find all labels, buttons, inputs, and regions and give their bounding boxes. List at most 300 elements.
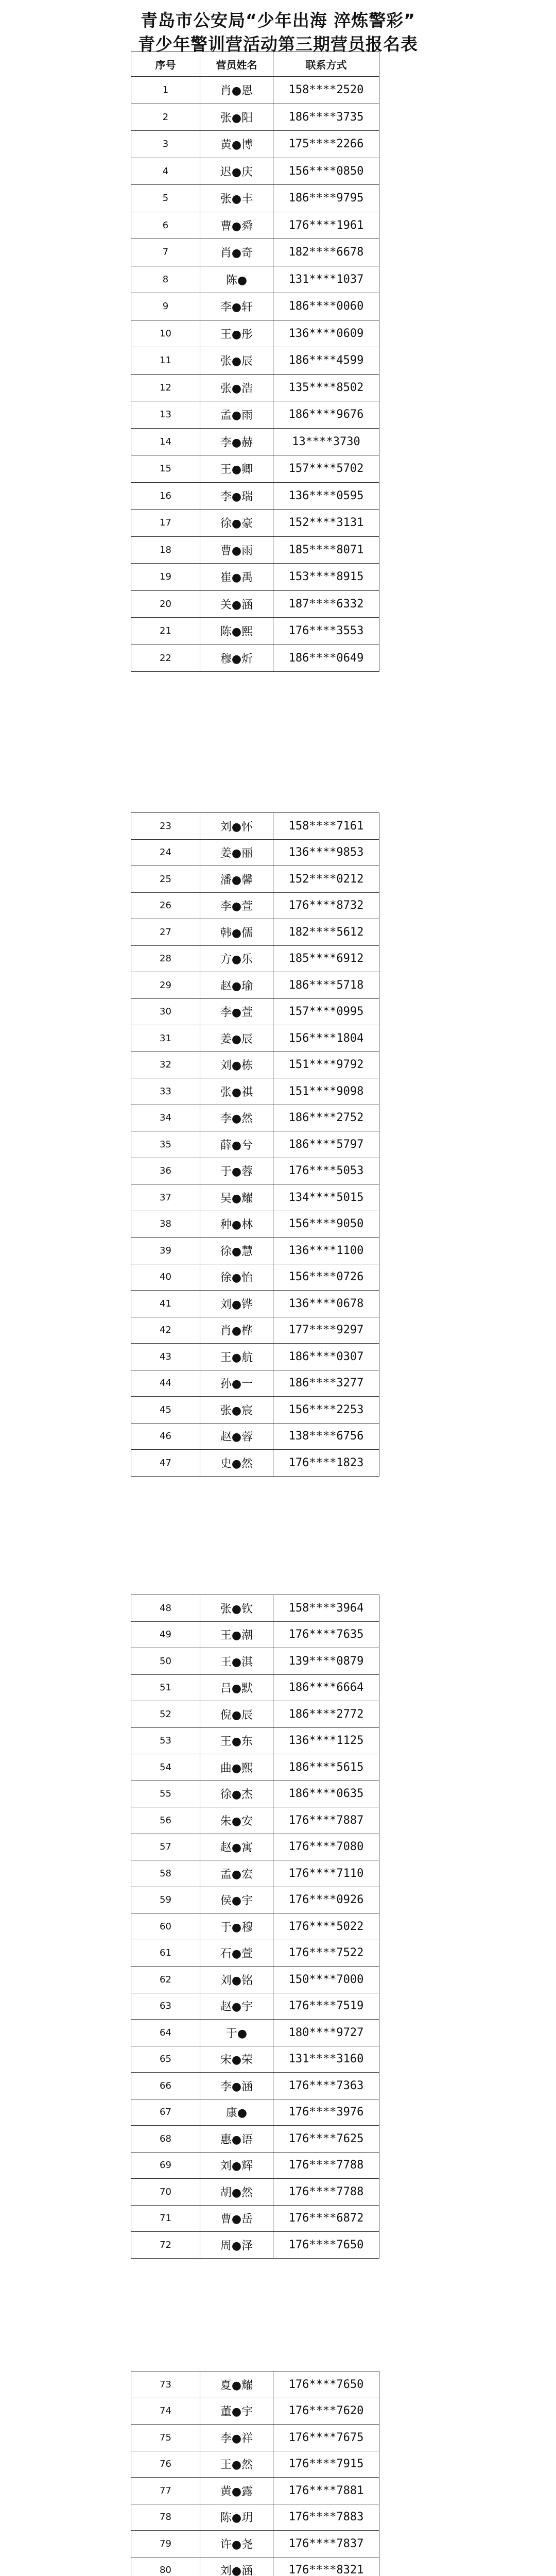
member-phone: 176****7110 <box>273 1860 379 1887</box>
member-phone: 186****9676 <box>273 401 379 429</box>
member-phone: 152****0212 <box>273 866 379 893</box>
member-phone: 175****2266 <box>273 131 379 158</box>
member-name: 曹●雨 <box>200 536 273 564</box>
member-name: 刘●辉 <box>200 2152 273 2179</box>
row-number: 73 <box>131 2371 200 2398</box>
member-phone: 136****1100 <box>273 1238 379 1264</box>
row-number: 11 <box>131 347 200 375</box>
table-row <box>131 239 379 266</box>
row-number: 71 <box>131 2205 200 2232</box>
row-number: 19 <box>131 564 200 591</box>
row-number: 68 <box>131 2126 200 2153</box>
member-phone: 185****6912 <box>273 945 379 972</box>
member-name: 张●丰 <box>200 185 273 212</box>
member-name: 陈●玥 <box>200 2504 273 2531</box>
member-phone: 176****8321 <box>273 2557 379 2576</box>
row-number: 67 <box>131 2099 200 2126</box>
member-phone: 136****1125 <box>273 1727 379 1754</box>
header-name: 营员姓名 <box>200 52 273 77</box>
table-row <box>131 510 379 537</box>
member-name: 刘●铧 <box>200 1291 273 1317</box>
member-phone: 187****6332 <box>273 590 379 618</box>
member-phone: 176****7881 <box>273 2478 379 2504</box>
table-row <box>131 1674 379 1701</box>
row-number: 24 <box>131 839 200 866</box>
member-phone: 176****7788 <box>273 2179 379 2206</box>
table-row <box>131 972 379 999</box>
table-row <box>131 839 379 866</box>
row-number: 75 <box>131 2425 200 2451</box>
member-phone: 186****6664 <box>273 1674 379 1701</box>
row-number: 7 <box>131 239 200 266</box>
row-number: 3 <box>131 131 200 158</box>
member-phone: 134****5015 <box>273 1184 379 1211</box>
member-phone: 176****1961 <box>273 212 379 239</box>
table-row <box>131 1701 379 1728</box>
member-name: 张●钦 <box>200 1595 273 1622</box>
member-phone: 177****9297 <box>273 1317 379 1344</box>
table-row <box>131 866 379 893</box>
member-name: 徐●慧 <box>200 1238 273 1264</box>
table-block-2 <box>131 812 379 1477</box>
row-number: 60 <box>131 1913 200 1940</box>
member-phone: 176****7522 <box>273 1940 379 1967</box>
row-number: 62 <box>131 1967 200 1993</box>
member-phone: 176****1823 <box>273 1450 379 1477</box>
member-name: 孙●一 <box>200 1370 273 1397</box>
table-row <box>131 998 379 1025</box>
member-phone: 151****9792 <box>273 1052 379 1078</box>
row-number: 51 <box>131 1674 200 1701</box>
table-row <box>131 564 379 591</box>
table-row <box>131 1807 379 1834</box>
row-number: 2 <box>131 104 200 131</box>
table-row <box>131 1781 379 1807</box>
member-phone: 176****7625 <box>273 2126 379 2153</box>
row-number: 8 <box>131 266 200 293</box>
member-name: 王●淇 <box>200 1648 273 1675</box>
table-row <box>131 2020 379 2046</box>
member-phone: 186****2772 <box>273 1701 379 1728</box>
table-row <box>131 1052 379 1078</box>
table-row <box>131 1344 379 1370</box>
row-number: 9 <box>131 293 200 320</box>
member-phone: 176****7363 <box>273 2073 379 2099</box>
member-name: 于●蓉 <box>200 1158 273 1184</box>
row-number: 16 <box>131 482 200 510</box>
member-name: 种●林 <box>200 1211 273 1238</box>
registration-table <box>131 2371 379 2576</box>
row-number: 52 <box>131 1701 200 1728</box>
table-row <box>131 1834 379 1860</box>
row-number: 80 <box>131 2557 200 2576</box>
member-name: 张●宸 <box>200 1397 273 1423</box>
table-row <box>131 919 379 946</box>
member-phone: 176****7650 <box>273 2371 379 2398</box>
member-name: 曹●岳 <box>200 2205 273 2232</box>
member-name: 王●航 <box>200 1344 273 1370</box>
row-number: 57 <box>131 1834 200 1860</box>
row-number: 41 <box>131 1291 200 1317</box>
member-phone: 185****8071 <box>273 536 379 564</box>
member-name: 徐●杰 <box>200 1781 273 1807</box>
row-number: 28 <box>131 945 200 972</box>
table-row <box>131 1913 379 1940</box>
member-name: 李●萱 <box>200 998 273 1025</box>
row-number: 30 <box>131 998 200 1025</box>
member-phone: 186****0649 <box>273 645 379 672</box>
header-number: 序号 <box>131 52 200 77</box>
table-row <box>131 1264 379 1291</box>
table-row <box>131 1105 379 1131</box>
table-row <box>131 1648 379 1675</box>
table-row <box>131 347 379 375</box>
member-phone: 176****7883 <box>273 2504 379 2531</box>
table-row <box>131 131 379 158</box>
table-row <box>131 945 379 972</box>
member-name: 石●萱 <box>200 1940 273 1967</box>
member-phone: 158****7161 <box>273 813 379 840</box>
member-name: 张●阳 <box>200 104 273 131</box>
row-number: 74 <box>131 2398 200 2425</box>
member-phone: 136****0678 <box>273 1291 379 1317</box>
member-name: 韩●儒 <box>200 919 273 946</box>
member-phone: 176****7650 <box>273 2232 379 2259</box>
member-name: 李●涵 <box>200 2073 273 2099</box>
row-number: 61 <box>131 1940 200 1967</box>
table-row <box>131 1317 379 1344</box>
row-number: 12 <box>131 374 200 401</box>
table-row <box>131 2046 379 2073</box>
member-phone: 176****3553 <box>273 618 379 645</box>
table-row <box>131 1860 379 1887</box>
member-name: 黄●博 <box>200 131 273 158</box>
member-name: 倪●辰 <box>200 1701 273 1728</box>
member-phone: 153****8915 <box>273 564 379 591</box>
member-phone: 176****7519 <box>273 1993 379 2020</box>
member-phone: 152****3131 <box>273 510 379 537</box>
member-name: 侯●宇 <box>200 1887 273 1913</box>
member-phone: 136****9853 <box>273 839 379 866</box>
row-number: 44 <box>131 1370 200 1397</box>
row-number: 46 <box>131 1423 200 1450</box>
member-name: 姜●辰 <box>200 1025 273 1052</box>
member-name: 康● <box>200 2099 273 2126</box>
table-row <box>131 104 379 131</box>
member-name: 陈● <box>200 266 273 293</box>
member-name: 张●辰 <box>200 347 273 375</box>
member-phone: 176****7620 <box>273 2398 379 2425</box>
member-name: 刘●栋 <box>200 1052 273 1078</box>
row-number: 63 <box>131 1993 200 2020</box>
member-name: 王●卿 <box>200 455 273 483</box>
member-phone: 176****7788 <box>273 2152 379 2179</box>
member-name: 方●乐 <box>200 945 273 972</box>
member-name: 肖●桦 <box>200 1317 273 1344</box>
member-phone: 157****5702 <box>273 455 379 483</box>
table-row <box>131 77 379 104</box>
member-name: 黄●露 <box>200 2478 273 2504</box>
member-name: 关●涵 <box>200 590 273 618</box>
table-row <box>131 428 379 455</box>
member-name: 王●彤 <box>200 320 273 347</box>
member-name: 周●泽 <box>200 2232 273 2259</box>
member-name: 李●然 <box>200 1105 273 1131</box>
row-number: 18 <box>131 536 200 564</box>
row-number: 26 <box>131 892 200 919</box>
row-number: 47 <box>131 1450 200 1477</box>
row-number: 69 <box>131 2152 200 2179</box>
table-row <box>131 2152 379 2179</box>
member-name: 王●潮 <box>200 1621 273 1648</box>
table-row <box>131 1621 379 1648</box>
member-phone: 139****0879 <box>273 1648 379 1675</box>
member-phone: 176****5022 <box>273 1913 379 1940</box>
member-phone: 186****5615 <box>273 1754 379 1781</box>
row-number: 27 <box>131 919 200 946</box>
table-row <box>131 536 379 564</box>
row-number: 35 <box>131 1131 200 1158</box>
member-phone: 186****9795 <box>273 185 379 212</box>
table-row <box>131 2478 379 2504</box>
row-number: 56 <box>131 1807 200 1834</box>
table-row <box>131 2073 379 2099</box>
member-phone: 186****5718 <box>273 972 379 999</box>
member-name: 刘●怀 <box>200 813 273 840</box>
row-number: 48 <box>131 1595 200 1622</box>
member-name: 崔●禹 <box>200 564 273 591</box>
table-row <box>131 2205 379 2232</box>
member-name: 肖●奇 <box>200 239 273 266</box>
member-name: 夏●耀 <box>200 2371 273 2398</box>
table-row <box>131 618 379 645</box>
member-phone: 131****3160 <box>273 2046 379 2073</box>
row-number: 37 <box>131 1184 200 1211</box>
member-name: 许●尧 <box>200 2531 273 2557</box>
member-phone: 186****3735 <box>273 104 379 131</box>
row-number: 50 <box>131 1648 200 1675</box>
member-phone: 186****2752 <box>273 1105 379 1131</box>
member-phone: 176****6872 <box>273 2205 379 2232</box>
row-number: 65 <box>131 2046 200 2073</box>
table-row <box>131 1595 379 1622</box>
row-number: 21 <box>131 618 200 645</box>
table-row <box>131 158 379 185</box>
row-number: 64 <box>131 2020 200 2046</box>
member-phone: 176****8732 <box>273 892 379 919</box>
member-name: 董●宇 <box>200 2398 273 2425</box>
member-name: 王●东 <box>200 1727 273 1754</box>
table-row <box>131 1423 379 1450</box>
row-number: 14 <box>131 428 200 455</box>
row-number: 4 <box>131 158 200 185</box>
member-phone: 176****0926 <box>273 1887 379 1913</box>
table-row <box>131 2531 379 2557</box>
member-phone: 186****5797 <box>273 1131 379 1158</box>
row-number: 39 <box>131 1238 200 1264</box>
row-number: 25 <box>131 866 200 893</box>
table-row <box>131 2126 379 2153</box>
table-row <box>131 1754 379 1781</box>
row-number: 77 <box>131 2478 200 2504</box>
member-phone: 158****2520 <box>273 77 379 104</box>
member-name: 孟●宏 <box>200 1860 273 1887</box>
table-row <box>131 1078 379 1105</box>
table-block-3 <box>131 1595 379 2259</box>
member-name: 穆●炘 <box>200 645 273 672</box>
member-name: 惠●语 <box>200 2126 273 2153</box>
member-name: 张●祺 <box>200 1078 273 1105</box>
member-name: 陈●熙 <box>200 618 273 645</box>
row-number: 40 <box>131 1264 200 1291</box>
row-number: 70 <box>131 2179 200 2206</box>
row-number: 55 <box>131 1781 200 1807</box>
member-name: 刘●涵 <box>200 2557 273 2576</box>
table-row <box>131 1211 379 1238</box>
table-row <box>131 1940 379 1967</box>
member-phone: 135****8502 <box>273 374 379 401</box>
row-number: 78 <box>131 2504 200 2531</box>
registration-table <box>131 1595 379 2259</box>
registration-table <box>131 812 379 1477</box>
table-row <box>131 1967 379 1993</box>
member-name: 潘●馨 <box>200 866 273 893</box>
member-name: 刘●铭 <box>200 1967 273 1993</box>
member-name: 张●浩 <box>200 374 273 401</box>
row-number: 32 <box>131 1052 200 1078</box>
member-name: 于●穆 <box>200 1913 273 1940</box>
member-phone: 182****6678 <box>273 239 379 266</box>
row-number: 15 <box>131 455 200 483</box>
row-number: 29 <box>131 972 200 999</box>
table-row <box>131 455 379 483</box>
row-number: 53 <box>131 1727 200 1754</box>
table-row <box>131 1238 379 1264</box>
table-row <box>131 813 379 840</box>
row-number: 58 <box>131 1860 200 1887</box>
table-row <box>131 482 379 510</box>
row-number: 72 <box>131 2232 200 2259</box>
member-name: 孟●雨 <box>200 401 273 429</box>
member-name: 吴●耀 <box>200 1184 273 1211</box>
row-number: 22 <box>131 645 200 672</box>
member-phone: 176****7837 <box>273 2531 379 2557</box>
member-name: 曲●熙 <box>200 1754 273 1781</box>
table-row <box>131 1993 379 2020</box>
table-row <box>131 2179 379 2206</box>
row-number: 43 <box>131 1344 200 1370</box>
member-name: 胡●然 <box>200 2179 273 2206</box>
member-name: 徐●怡 <box>200 1264 273 1291</box>
member-name: 赵●蓉 <box>200 1423 273 1450</box>
table-row <box>131 2504 379 2531</box>
table-row <box>131 320 379 347</box>
table-row <box>131 1291 379 1317</box>
table-row <box>131 645 379 672</box>
table-row <box>131 1025 379 1052</box>
member-name: 李●赫 <box>200 428 273 455</box>
table-row <box>131 1370 379 1397</box>
member-name: 薛●兮 <box>200 1131 273 1158</box>
row-number: 6 <box>131 212 200 239</box>
member-phone: 186****0060 <box>273 293 379 320</box>
row-number: 23 <box>131 813 200 840</box>
document-subtitle: 青少年警训营活动第三期营员报名表 <box>138 34 418 54</box>
row-number: 76 <box>131 2451 200 2478</box>
member-phone: 156****0850 <box>273 158 379 185</box>
table-row <box>131 590 379 618</box>
member-name: 宋●荣 <box>200 2046 273 2073</box>
table-row <box>131 185 379 212</box>
member-phone: 186****0635 <box>273 1781 379 1807</box>
member-name: 于● <box>200 2020 273 2046</box>
table-row <box>131 2557 379 2576</box>
table-row <box>131 1887 379 1913</box>
member-phone: 186****4599 <box>273 347 379 375</box>
table-row <box>131 2451 379 2478</box>
row-number: 17 <box>131 510 200 537</box>
row-number: 36 <box>131 1158 200 1184</box>
row-number: 49 <box>131 1621 200 1648</box>
member-name: 赵●宇 <box>200 1993 273 2020</box>
member-phone: 131****1037 <box>273 266 379 293</box>
row-number: 45 <box>131 1397 200 1423</box>
table-row <box>131 293 379 320</box>
registration-table <box>131 52 379 672</box>
member-phone: 151****9098 <box>273 1078 379 1105</box>
member-phone: 176****7635 <box>273 1621 379 1648</box>
table-row <box>131 1184 379 1211</box>
member-name: 李●轩 <box>200 293 273 320</box>
table-row <box>131 212 379 239</box>
row-number: 38 <box>131 1211 200 1238</box>
member-name: 肖●恩 <box>200 77 273 104</box>
row-number: 1 <box>131 77 200 104</box>
row-number: 66 <box>131 2073 200 2099</box>
member-phone: 138****6756 <box>273 1423 379 1450</box>
member-name: 朱●安 <box>200 1807 273 1834</box>
table-row <box>131 2425 379 2451</box>
member-phone: 176****3976 <box>273 2099 379 2126</box>
member-phone: 158****3964 <box>273 1595 379 1622</box>
member-phone: 176****7887 <box>273 1807 379 1834</box>
table-block-1 <box>131 52 379 672</box>
row-number: 31 <box>131 1025 200 1052</box>
member-name: 迟●庆 <box>200 158 273 185</box>
table-row <box>131 1131 379 1158</box>
row-number: 5 <box>131 185 200 212</box>
member-phone: 156****0726 <box>273 1264 379 1291</box>
member-phone: 176****7080 <box>273 1834 379 1860</box>
member-phone: 186****0307 <box>273 1344 379 1370</box>
member-name: 李●瑞 <box>200 482 273 510</box>
member-phone: 182****5612 <box>273 919 379 946</box>
table-row <box>131 1397 379 1423</box>
table-row <box>131 1450 379 1477</box>
member-name: 姜●丽 <box>200 839 273 866</box>
table-row <box>131 2371 379 2398</box>
row-number: 20 <box>131 590 200 618</box>
table-row <box>131 892 379 919</box>
member-name: 李●祥 <box>200 2425 273 2451</box>
table-row <box>131 401 379 429</box>
member-name: 王●然 <box>200 2451 273 2478</box>
member-name: 赵●瑜 <box>200 972 273 999</box>
row-number: 13 <box>131 401 200 429</box>
member-name: 李●萱 <box>200 892 273 919</box>
member-phone: 176****7915 <box>273 2451 379 2478</box>
header-phone: 联系方式 <box>273 52 379 77</box>
